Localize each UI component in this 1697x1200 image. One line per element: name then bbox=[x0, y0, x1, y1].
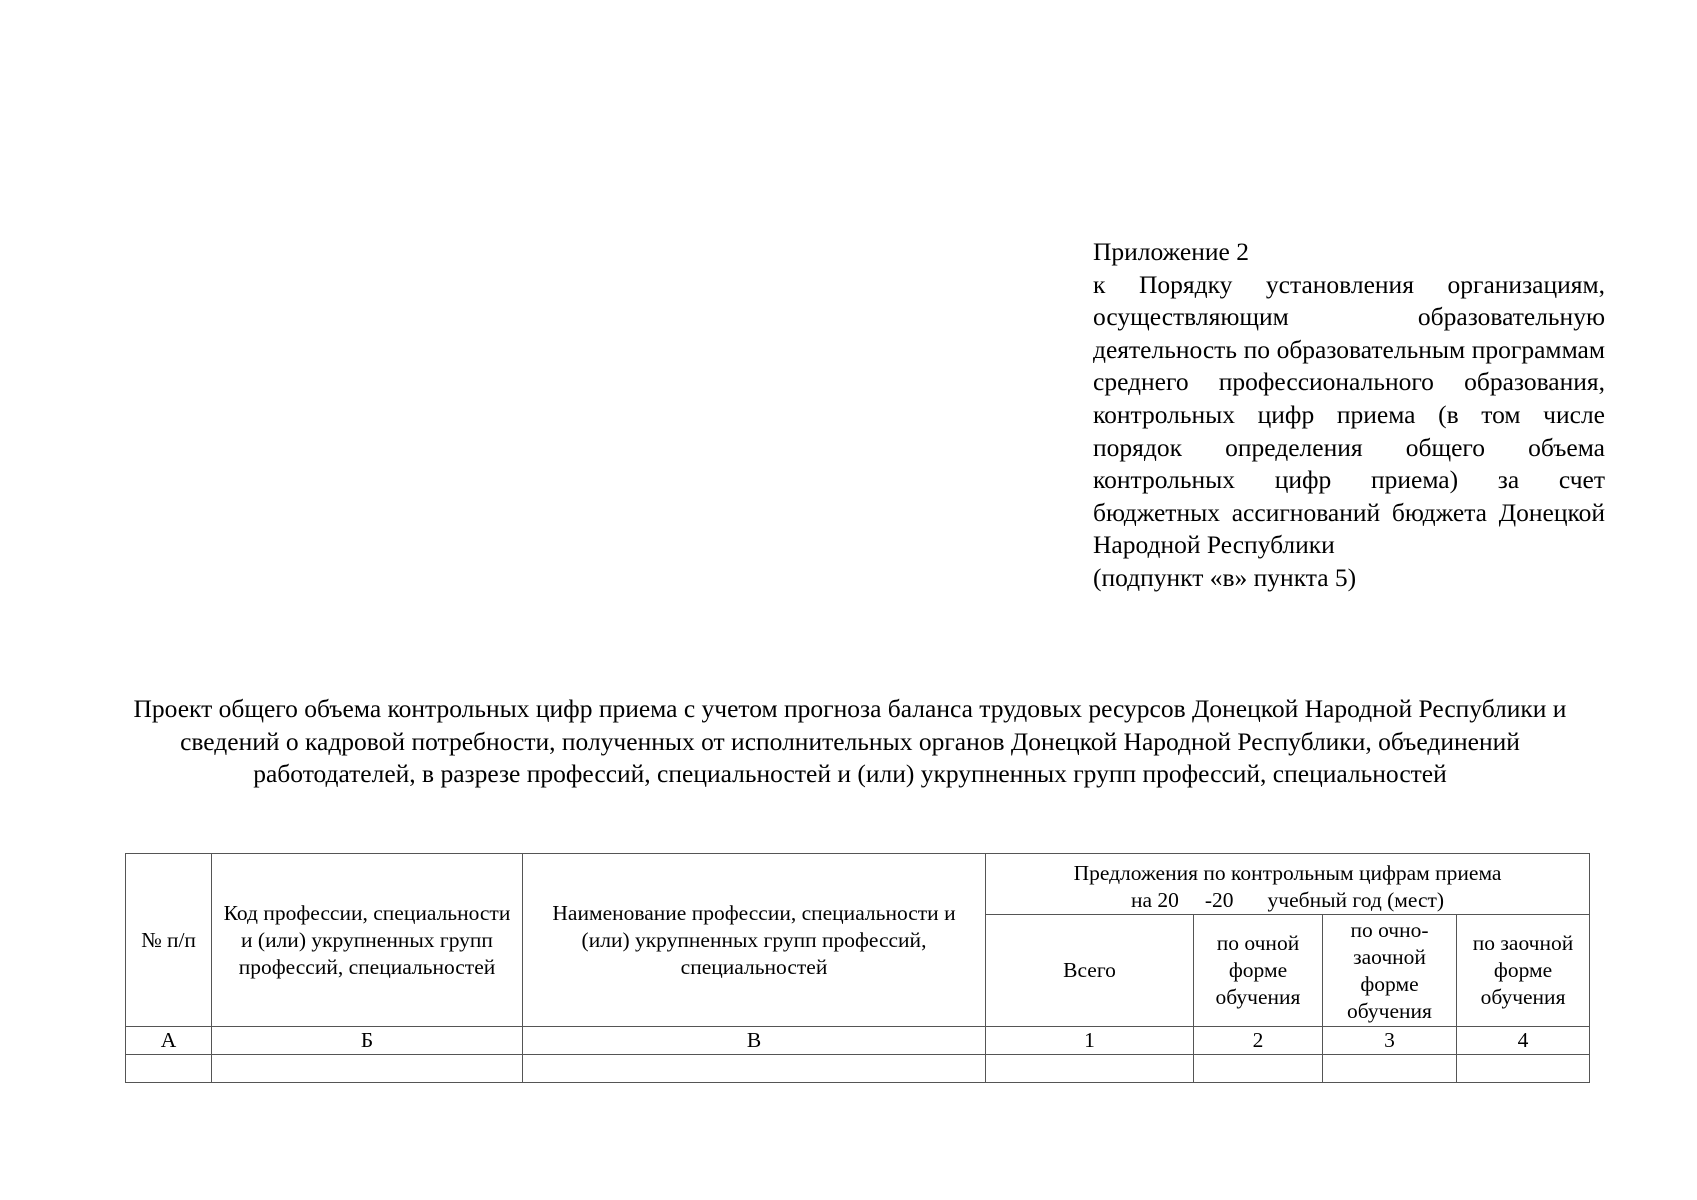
column-label: А bbox=[126, 1027, 212, 1055]
offers-year-mid: -20 bbox=[1204, 888, 1234, 912]
header-part-time: по очно-заочной форме обучения bbox=[1323, 915, 1457, 1027]
header-offers bbox=[986, 854, 1590, 915]
appendix-title: Приложение 2 bbox=[1093, 237, 1249, 266]
header-row-top bbox=[126, 854, 1590, 915]
appendix-note: (подпункт «в» пункта 5) bbox=[1093, 562, 1357, 592]
table-cell[interactable] bbox=[126, 1055, 212, 1083]
column-label: 1 bbox=[986, 1027, 1194, 1055]
column-label: 2 bbox=[1194, 1027, 1323, 1055]
offers-title: Предложения по контрольным цифрам приема bbox=[1073, 861, 1502, 885]
offers-year-prefix: на 20 bbox=[1130, 888, 1179, 912]
header-name: Наименование профессии, специальности и (или) укрупненных групп профессий, специальностей bbox=[523, 854, 986, 1027]
offers-year-suffix: учебный год (мест) bbox=[1267, 888, 1445, 912]
table-cell[interactable] bbox=[1457, 1055, 1590, 1083]
header-full-time: по очной форме обучения bbox=[1194, 915, 1323, 1027]
table-cell[interactable] bbox=[212, 1055, 523, 1083]
document-title: Проект общего объема контрольных цифр приема с учетом прогноза баланса трудовых ресурсов Донецкой Народной Республики и сведений о кадровой потребности, полученных от исполнительных органов Донецкой Народной Республики, объединений работодателей, в разрезе профессий, специальностей и (или) укрупненных групп профессий, специальностей bbox=[133, 694, 1567, 789]
column-label: 3 bbox=[1323, 1027, 1457, 1055]
table-cell[interactable] bbox=[1194, 1055, 1323, 1083]
table-cell[interactable] bbox=[986, 1055, 1194, 1083]
table-cell[interactable] bbox=[523, 1055, 986, 1083]
header-correspondence: по заочной форме обучения bbox=[1457, 915, 1590, 1027]
appendix-body: к Порядку установления организациям, осуществляющим образовательную деятельность по образовательным программам среднего профессионального образования, контрольных цифр приема (в том числе порядок определения общего объема контрольных цифр приема) за счет бюджетных ассигнований бюджета Донецкой Народной Республики bbox=[1093, 269, 1605, 560]
header-number: № п/п bbox=[126, 854, 212, 1027]
header-total: Всего bbox=[986, 915, 1194, 1027]
admission-table bbox=[125, 853, 1590, 1083]
table-row bbox=[126, 1055, 1590, 1083]
offers-year-line bbox=[990, 887, 1585, 914]
header-code: Код профессии, специальности и (или) укрупненных групп профессий, специальностей bbox=[212, 854, 523, 1027]
column-labels-row bbox=[126, 1027, 1590, 1055]
column-label: Б bbox=[212, 1027, 523, 1055]
table-cell[interactable] bbox=[1323, 1055, 1457, 1083]
column-label: В bbox=[523, 1027, 986, 1055]
column-label: 4 bbox=[1457, 1027, 1590, 1055]
appendix-block bbox=[1093, 236, 1605, 595]
